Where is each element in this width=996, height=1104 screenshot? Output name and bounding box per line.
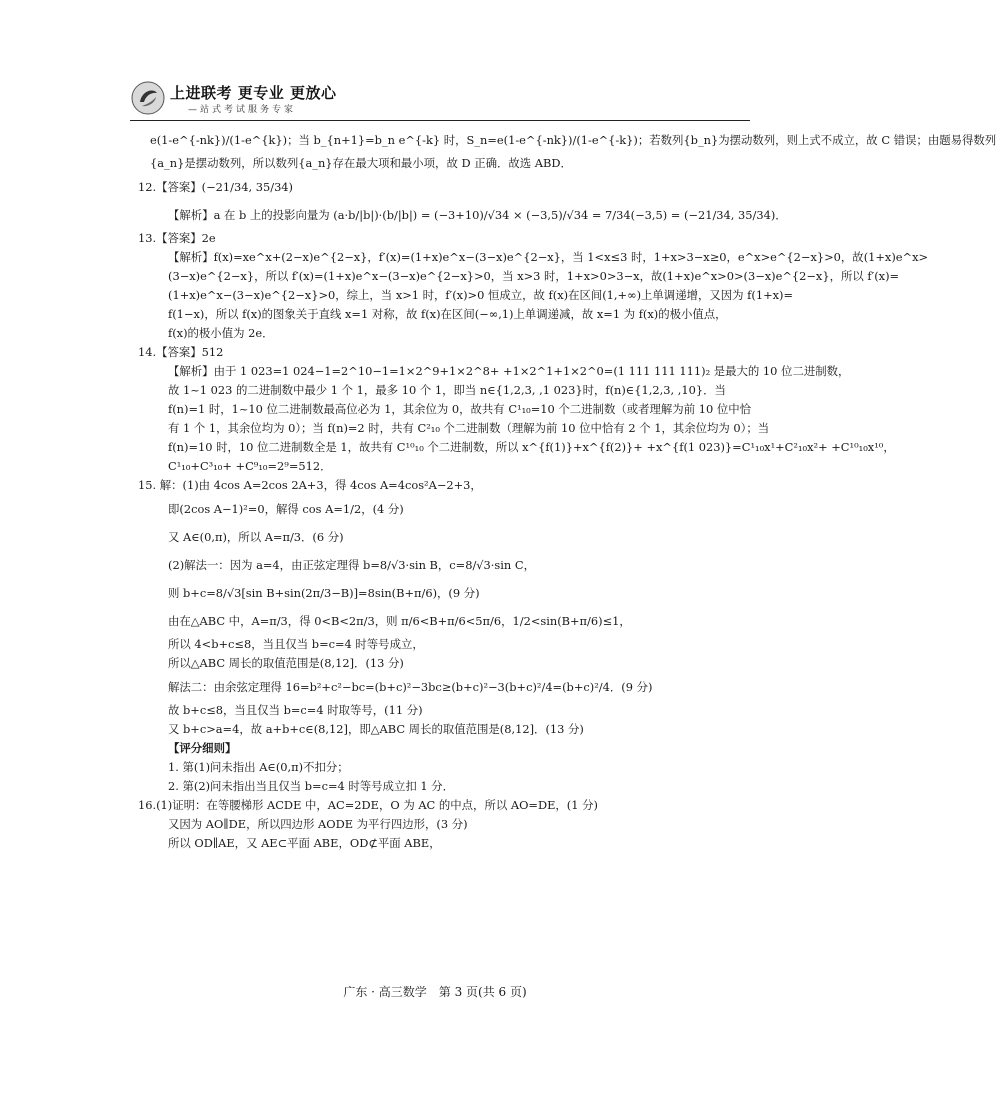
text-line: 2. 第(2)问未指出当且仅当 b=c=4 时等号成立扣 1 分． xyxy=(168,779,455,793)
text-line: 所以 OD∥AE，又 AE⊂平面 ABE，OD⊄平面 ABE， xyxy=(168,836,441,850)
text-line: 又因为 AO∥DE，所以四边形 AODE 为平行四边形，(3 分) xyxy=(168,817,468,831)
text-line: 则 b+c=8/√3[sin B+sin(2π/3−B)]=8sin(B+π/6)，(9 分) xyxy=(168,586,480,600)
text-line: 故 1~1 023 的二进制数中最少 1 个 1，最多 10 个 1，即当 n∈{1,2,3, ,1 023}时，f(n)∈{1,2,3, ,10}．当 xyxy=(168,383,726,397)
text-line: f(n)=1 时，1~10 位二进制数最高位必为 1，其余位为 0，故共有 C¹₁₀=10 个二进制数（或者理解为前 10 位中恰 xyxy=(168,402,751,416)
text-line: 所以 4<b+c≤8，当且仅当 b=c=4 时等号成立， xyxy=(168,637,424,651)
answer-line: 13.【答案】2e xyxy=(138,231,216,245)
text-line: 有 1 个 1，其余位均为 0）；当 f(n)=2 时，共有 C²₁₀ 个二进制数（理解为前 10 位中恰有 2 个 1，其余位均为 0）；当 xyxy=(168,421,770,435)
solution-line: 15. 解：(1)由 4cos A=2cos 2A+3，得 4cos A=4cos²A−2+3， xyxy=(138,478,482,492)
logo-icon xyxy=(130,80,166,116)
brand-tagline: —站式考试服务专家 xyxy=(188,105,297,115)
text-line: 又 A∈(0,π)，所以 A=π/3．(6 分) xyxy=(168,530,344,544)
text-line: 由在△ABC 中，A=π/3，得 0<B<2π/3，则 π/6<B+π/6<5π/6，1/2<sin(B+π/6)≤1， xyxy=(168,614,631,628)
text-line: 即(2cos A−1)²=0，解得 cos A=1/2，(4 分) xyxy=(168,502,404,516)
text-line: (2)解法一：因为 a=4，由正弦定理得 b=8/√3·sin B，c=8/√3·sin C， xyxy=(168,558,535,572)
answer-line: 14.【答案】512 xyxy=(138,345,224,359)
text-line: 故 b+c≤8，当且仅当 b=c=4 时取等号，(11 分) xyxy=(168,703,423,717)
text-line: (1+x)e^x−(3−x)e^{2−x}>0，综上，当 x>1 时，f′(x)>0 恒成立，故 f(x)在区间(1,+∞)上单调递增，又因为 f(1+x)= xyxy=(168,288,794,302)
header xyxy=(130,80,750,120)
grading-heading: 【评分细则】 xyxy=(168,741,237,755)
page-footer: 广东 · 高三数学 第 3 页(共 6 页) xyxy=(343,985,527,999)
document-body xyxy=(138,126,996,853)
header-rule xyxy=(130,120,750,121)
text-line: f(n)=10 时，10 位二进制数全是 1，故共有 C¹⁰₁₀ 个二进制数，所以 x^{f(1)}+x^{f(2)}+ +x^{f(1 023)}=C¹₁₀x¹+C²₁₀x²+ +C¹⁰₁₀x¹⁰， xyxy=(168,440,895,454)
answer-line: 12.【答案】(−21/34, 35/34) xyxy=(138,180,294,194)
solution-line: 16.(1)证明：在等腰梯形 ACDE 中，AC=2DE，O 为 AC 的中点，所以 AO=DE，(1 分) xyxy=(138,798,598,812)
text-line: 所以△ABC 周长的取值范围是(8,12]．(13 分) xyxy=(168,656,404,670)
text-line: f(x)的极小值为 2e． xyxy=(168,326,274,340)
text-line: 【解析】f(x)=xe^x+(2−x)e^{2−x}，f′(x)=(1+x)e^x−(3−x)e^{2−x}，当 1<x≤3 时，1+x>3−x≥0，e^x>e^{2−x}>0，故(1+x)e^x> xyxy=(168,250,929,264)
text-line: 【解析】a 在 b 上的投影向量为 (a·b/|b|)·(b/|b|) = (−3+10)/√34 × (−3,5)/√34 = 7/34(−3,5) = (−21/34, 35/34)． xyxy=(168,208,787,222)
brand-slogan: 上进联考 更专业 更放心 xyxy=(170,84,337,102)
text-line: f(1−x)，所以 f(x)的图象关于直线 x=1 对称，故 f(x)在区间(−∞,1)上单调递减，故 x=1 为 f(x)的极小值点， xyxy=(168,307,727,321)
text-line: 【解析】由于 1 023=1 024−1=2^10−1=1×2^9+1×2^8+ +1×2^1+1×2^0=(1 111 111 111)₂ 是最大的 10 位二进制数， xyxy=(168,364,850,378)
text-line: 解法二：由余弦定理得 16=b²+c²−bc=(b+c)²−3bc≥(b+c)²−3(b+c)²/4=(b+c)²/4．(9 分) xyxy=(168,680,653,694)
text-line: (3−x)e^{2−x}，所以 f′(x)=(1+x)e^x−(3−x)e^{2−x}>0，当 x>3 时，1+x>0>3−x，故(1+x)e^x>0>(3−x)e^{2−x}，所以 f′(x)= xyxy=(168,269,900,283)
text-line: e(1-e^{-nk})/(1-e^{k})；当 b_{n+1}=b_n e^{-k} 时，S_n=e(1-e^{-nk})/(1-e^{-k})；若数列{b_n}为摆动数列，则上式不成立，故 C 错误；由题易得数列 xyxy=(150,133,996,147)
text-line: 又 b+c>a=4，故 a+b+c∈(8,12]，即△ABC 周长的取值范围是(8,12]．(13 分) xyxy=(168,722,584,736)
text-line: 1. 第(1)问未指出 A∈(0,π)不扣分； xyxy=(168,760,349,774)
text-line: {a_n}是摆动数列，所以数列{a_n}存在最大项和最小项，故 D 正确．故选 ABD． xyxy=(150,156,572,170)
text-line: C¹₁₀+C³₁₀+ +C⁹₁₀=2⁹=512． xyxy=(168,459,332,473)
